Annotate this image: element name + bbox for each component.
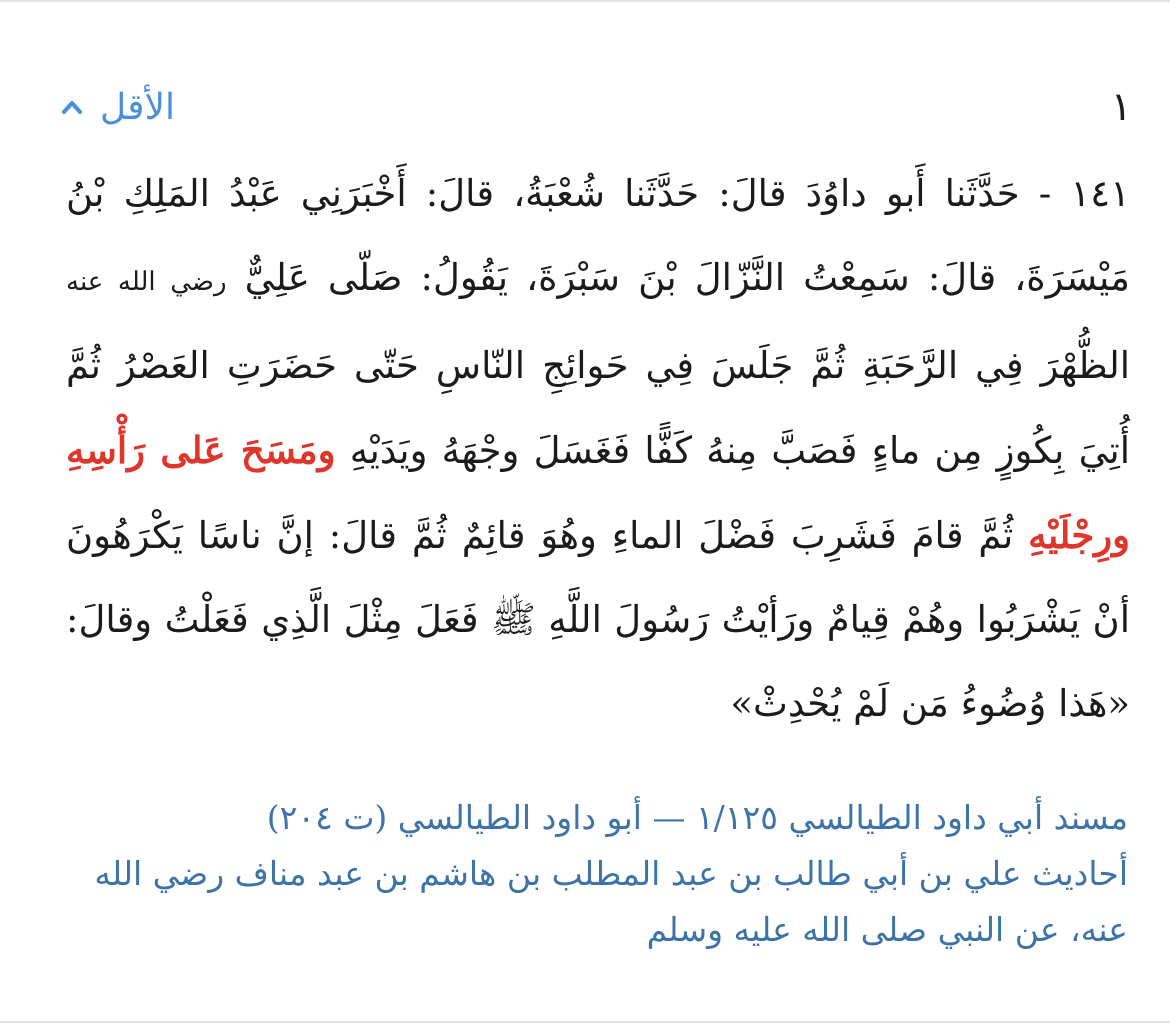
hadith-number: ١٤١ — [1070, 172, 1131, 215]
hadith-text — [66, 152, 1130, 746]
result-number: ١ — [1110, 84, 1132, 130]
hadith-header — [60, 77, 1132, 137]
highlighted-phrase: ومَسَحَ عَلى رَأْسِهِ ورِجْلَيْهِ — [66, 428, 1131, 557]
hadith-source — [60, 790, 1128, 958]
hadith-text-part-1: حَدَّثَنا أَبو داوُدَ قالَ: حَدَّثَنا شُعْبَةُ، قالَ: أَخْبَرَنِي عَبْدُ المَلِكِ بْنُ مَيْسَرَةَ، قالَ: سَمِعْتُ النَّزّالَ بْنَ سَبْرَةَ، يَقُولُ: صَلّى عَلِيٌّ — [66, 172, 1130, 299]
honorific-salawat: ﷺ — [491, 598, 536, 641]
source-chapter-link[interactable]: أحاديث علي بن أبي طالب بن عبد المطلب بن هاشم بن عبد مناف رضي الله عنه، عن النبي صلى الله عليه وسلم — [94, 854, 1128, 949]
source-book-link[interactable]: مسند أبي داود الطيالسي ١/١٢٥ — أبو داود الطيالسي (ت ٢٠٤) — [266, 798, 1128, 837]
hadith-text-part-2: الظُّهْرَ فِي الرَّحَبَةِ ثُمَّ جَلَسَ فِي حَوائِجِ النّاسِ حَتّى حَضَرَتِ العَصْرُ ثُمَّ أُتِيَ بِكُوزٍ مِن ماءٍ فَصَبَّ مِنهُ كَفًّا فَغَسَلَ وجْهَهُ ويَدَيْهِ — [66, 344, 1130, 472]
hadith-text-part-4: فَعَلَ مِثْلَ الَّذِي فَعَلْتُ وقالَ: «هَذا وُضُوءُ مَن لَمْ يُحْدِثْ» — [66, 598, 1130, 725]
hadith-dash: - — [1019, 172, 1071, 215]
honorific-radiallahu-anhu: رضي الله عنه — [66, 267, 227, 297]
chevron-up-icon — [60, 97, 84, 117]
show-less-label: الأقل — [100, 86, 176, 128]
show-less-toggle[interactable] — [60, 87, 175, 128]
hadith-text-part-3: ثُمَّ قامَ فَشَرِبَ فَضْلَ الماءِ وهُوَ قائِمٌ ثُمَّ قالَ: إنَّ ناسًا يَكْرَهُونَ أنْ يَشْرَبُوا وهُمْ قِيامٌ ورَأيْتُ رَسُولَ اللَّهِ — [66, 514, 1130, 641]
